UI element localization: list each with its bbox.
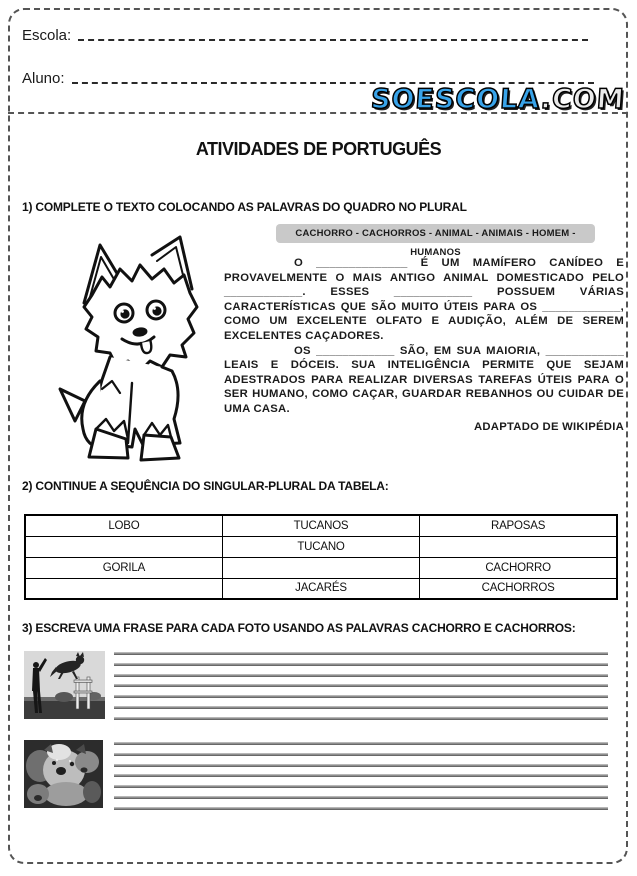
table-cell-empty <box>222 557 419 578</box>
answer-lines-photo2 <box>114 742 608 818</box>
writing-line <box>114 764 608 767</box>
answer-lines-photo1 <box>114 652 608 728</box>
writing-line <box>114 717 608 720</box>
fill-paragraph-2: OS ____________ SÃO, EM SUA MAIORIA, ____________ LEAIS E DÓCEIS. SUA INTELIGÊNCIA PERMITE QUE SEJAM ADESTRADOS PARA REALIZAR DIVERSAS TAREFAS ÚTEIS PARA O SER HUMANO, COMO CAÇAR, GUARDAR REBANHOS OU CUIDAR DE UMA CASA. <box>224 344 624 415</box>
escola-label: Escola: <box>22 27 72 44</box>
fill-paragraph-1: O ______________ É UM MAMÍFERO CANÍDEO E PROVAVELMENTE O MAIS ANTIGO ANIMAL DOMESTICADO PELO ____________. ESSES ____________ POSSUEM VÁRIAS CARACTERÍSTICAS QUE SÃO MUITO ÚTEIS PARA OS ____________, COMO UM EXCELENTE OLFATO E AUDIÇÃO, ALÉM DE SEREM EXCELENTES CAÇADORES. <box>224 257 624 342</box>
table-cell: CACHORROS <box>420 578 617 599</box>
table-cell: RAPOSAS <box>420 515 617 536</box>
table-cell: JACARÉS <box>222 578 419 599</box>
singular-plural-table <box>24 514 618 600</box>
table-row <box>25 515 617 536</box>
puppies-photo <box>24 740 103 808</box>
writing-line <box>114 663 608 666</box>
writing-line <box>114 652 608 655</box>
escola-blank-line <box>78 39 588 41</box>
table-row <box>25 557 617 578</box>
exercise1-heading: 1) COMPLETE O TEXTO COLOCANDO AS PALAVRAS DO QUADRO NO PLURAL <box>22 200 467 214</box>
writing-line <box>114 706 608 709</box>
writing-line <box>114 796 608 799</box>
soescola-logo <box>370 84 626 115</box>
writing-line <box>114 753 608 756</box>
table-cell-empty <box>25 536 222 557</box>
logo-suffix-text: .COM <box>540 84 627 115</box>
escola-field-row <box>22 27 588 45</box>
exercise2-heading: 2) CONTINUE A SEQUÊNCIA DO SINGULAR-PLURAL DA TABELA: <box>22 479 389 493</box>
writing-line <box>114 774 608 777</box>
source-credit: ADAPTADO DE WIKIPÉDIA <box>473 420 624 433</box>
word-bank-box: CACHORRO - CACHORROS - ANIMAL - ANIMAIS - HOMEM - HUMANOS <box>276 224 595 243</box>
writing-line <box>114 684 608 687</box>
table-cell: TUCANO <box>222 536 419 557</box>
writing-line <box>114 742 608 745</box>
table-row <box>25 536 617 557</box>
exercise3-heading: 3) ESCREVA UMA FRASE PARA CADA FOTO USANDO AS PALAVRAS CACHORRO E CACHORROS: <box>22 621 576 635</box>
writing-line <box>114 807 608 810</box>
table-row <box>25 578 617 599</box>
table-cell: TUCANOS <box>222 515 419 536</box>
table-cell-empty <box>25 578 222 599</box>
writing-line <box>114 695 608 698</box>
puppy-illustration <box>40 231 238 467</box>
table-cell-empty <box>420 536 617 557</box>
page-title: ATIVIDADES DE PORTUGUÊS <box>195 139 442 159</box>
aluno-label: Aluno: <box>22 70 65 87</box>
writing-line <box>114 785 608 788</box>
writing-line <box>114 674 608 677</box>
logo-main-text: SOESCOLA <box>370 84 543 115</box>
table-cell: LOBO <box>25 515 222 536</box>
table-cell: CACHORRO <box>420 557 617 578</box>
dog-jumping-hurdle-photo <box>24 651 105 719</box>
table-cell: GORILA <box>25 557 222 578</box>
fill-in-text-block <box>224 256 624 434</box>
